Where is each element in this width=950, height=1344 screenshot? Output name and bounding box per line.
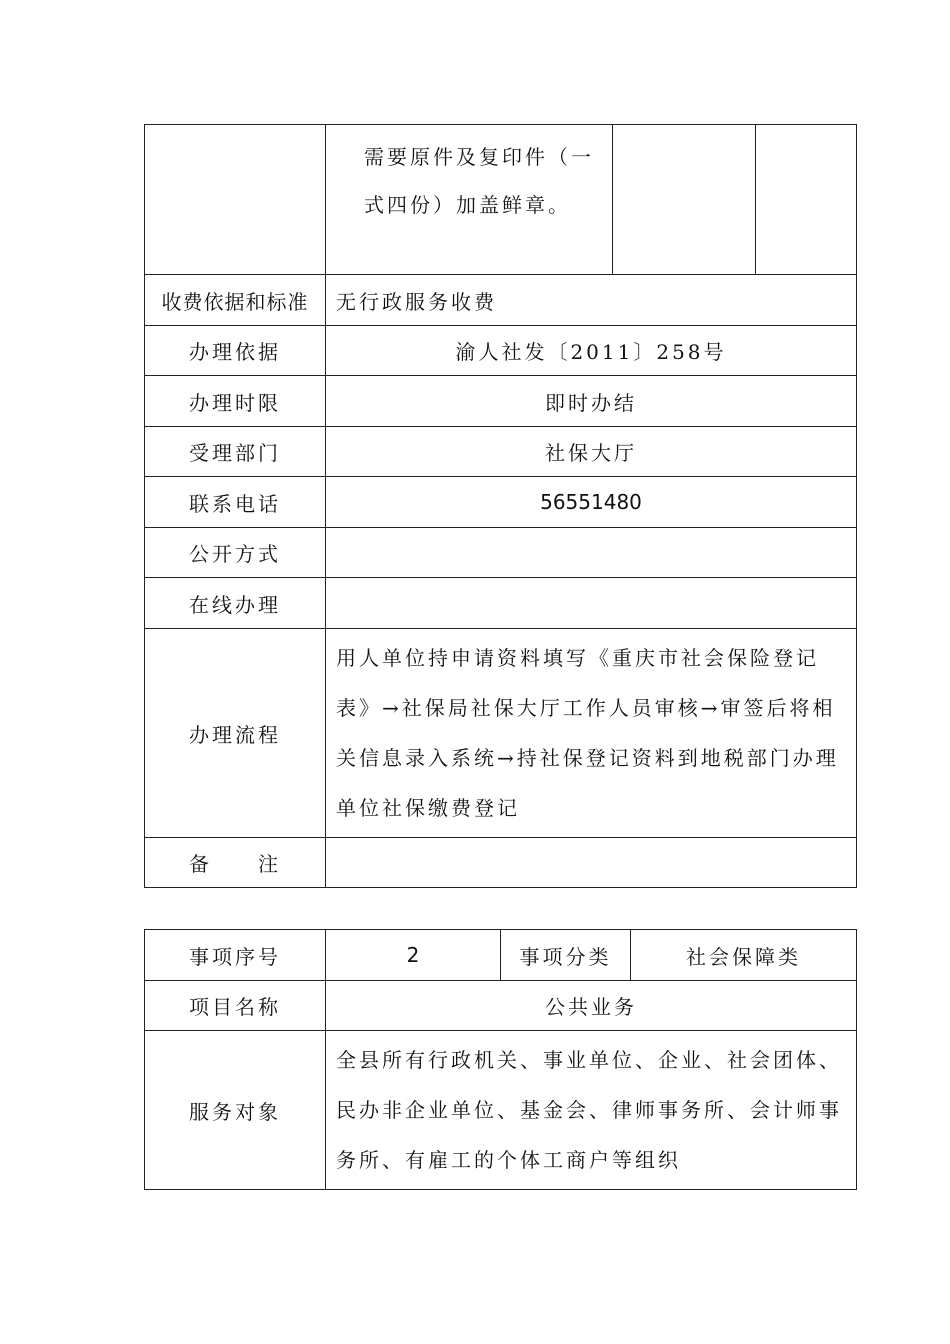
remarks-label: 备 注 [145, 838, 326, 888]
time-limit-label: 办理时限 [145, 376, 326, 427]
service-target-value: 全县所有行政机关、事业单位、企业、社会团体、民办非企业单位、基金会、律师事务所、会计师事务所、有雇工的个体工商户等组织 [326, 1031, 857, 1190]
fee-label: 收费依据和标准 [145, 275, 326, 326]
online-value [326, 578, 857, 629]
service-target-row [145, 1031, 857, 1190]
department-row [145, 427, 857, 477]
disclosure-value [326, 528, 857, 578]
basis-label: 办理依据 [145, 326, 326, 376]
phone-row [145, 477, 857, 528]
online-label: 在线办理 [145, 578, 326, 629]
category-value: 社会保障类 [631, 930, 857, 981]
project-label: 项目名称 [145, 981, 326, 1031]
service-info-table-1 [144, 124, 857, 888]
materials-extra-cell-2 [756, 125, 857, 275]
item-no-row [145, 930, 857, 981]
materials-text: 需要原件及复印件（一式四份）加盖鲜章。 [326, 125, 613, 275]
basis-value: 渝人社发〔2011〕258号 [326, 326, 857, 376]
service-target-label: 服务对象 [145, 1031, 326, 1190]
category-label: 事项分类 [501, 930, 631, 981]
project-row [145, 981, 857, 1031]
remarks-row [145, 838, 857, 888]
item-no-label: 事项序号 [145, 930, 326, 981]
process-row [145, 629, 857, 838]
basis-row [145, 326, 857, 376]
remarks-value [326, 838, 857, 888]
phone-label: 联系电话 [145, 477, 326, 528]
materials-label-cell [145, 125, 326, 275]
department-value: 社保大厅 [326, 427, 857, 477]
project-value: 公共业务 [326, 981, 857, 1031]
materials-row [145, 125, 857, 275]
item-no-value: 2 [326, 930, 501, 981]
department-label: 受理部门 [145, 427, 326, 477]
online-row [145, 578, 857, 629]
fee-value: 无行政服务收费 [326, 275, 857, 326]
process-value: 用人单位持申请资料填写《重庆市社会保险登记表》→社保局社保大厅工作人员审核→审签后将相关信息录入系统→持社保登记资料到地税部门办理单位社保缴费登记 [326, 629, 857, 838]
process-label: 办理流程 [145, 629, 326, 838]
fee-row [145, 275, 857, 326]
materials-extra-cell-1 [613, 125, 756, 275]
time-limit-row [145, 376, 857, 427]
disclosure-label: 公开方式 [145, 528, 326, 578]
phone-value: 56551480 [326, 477, 857, 528]
time-limit-value: 即时办结 [326, 376, 857, 427]
disclosure-row [145, 528, 857, 578]
service-info-table-2 [144, 929, 857, 1190]
